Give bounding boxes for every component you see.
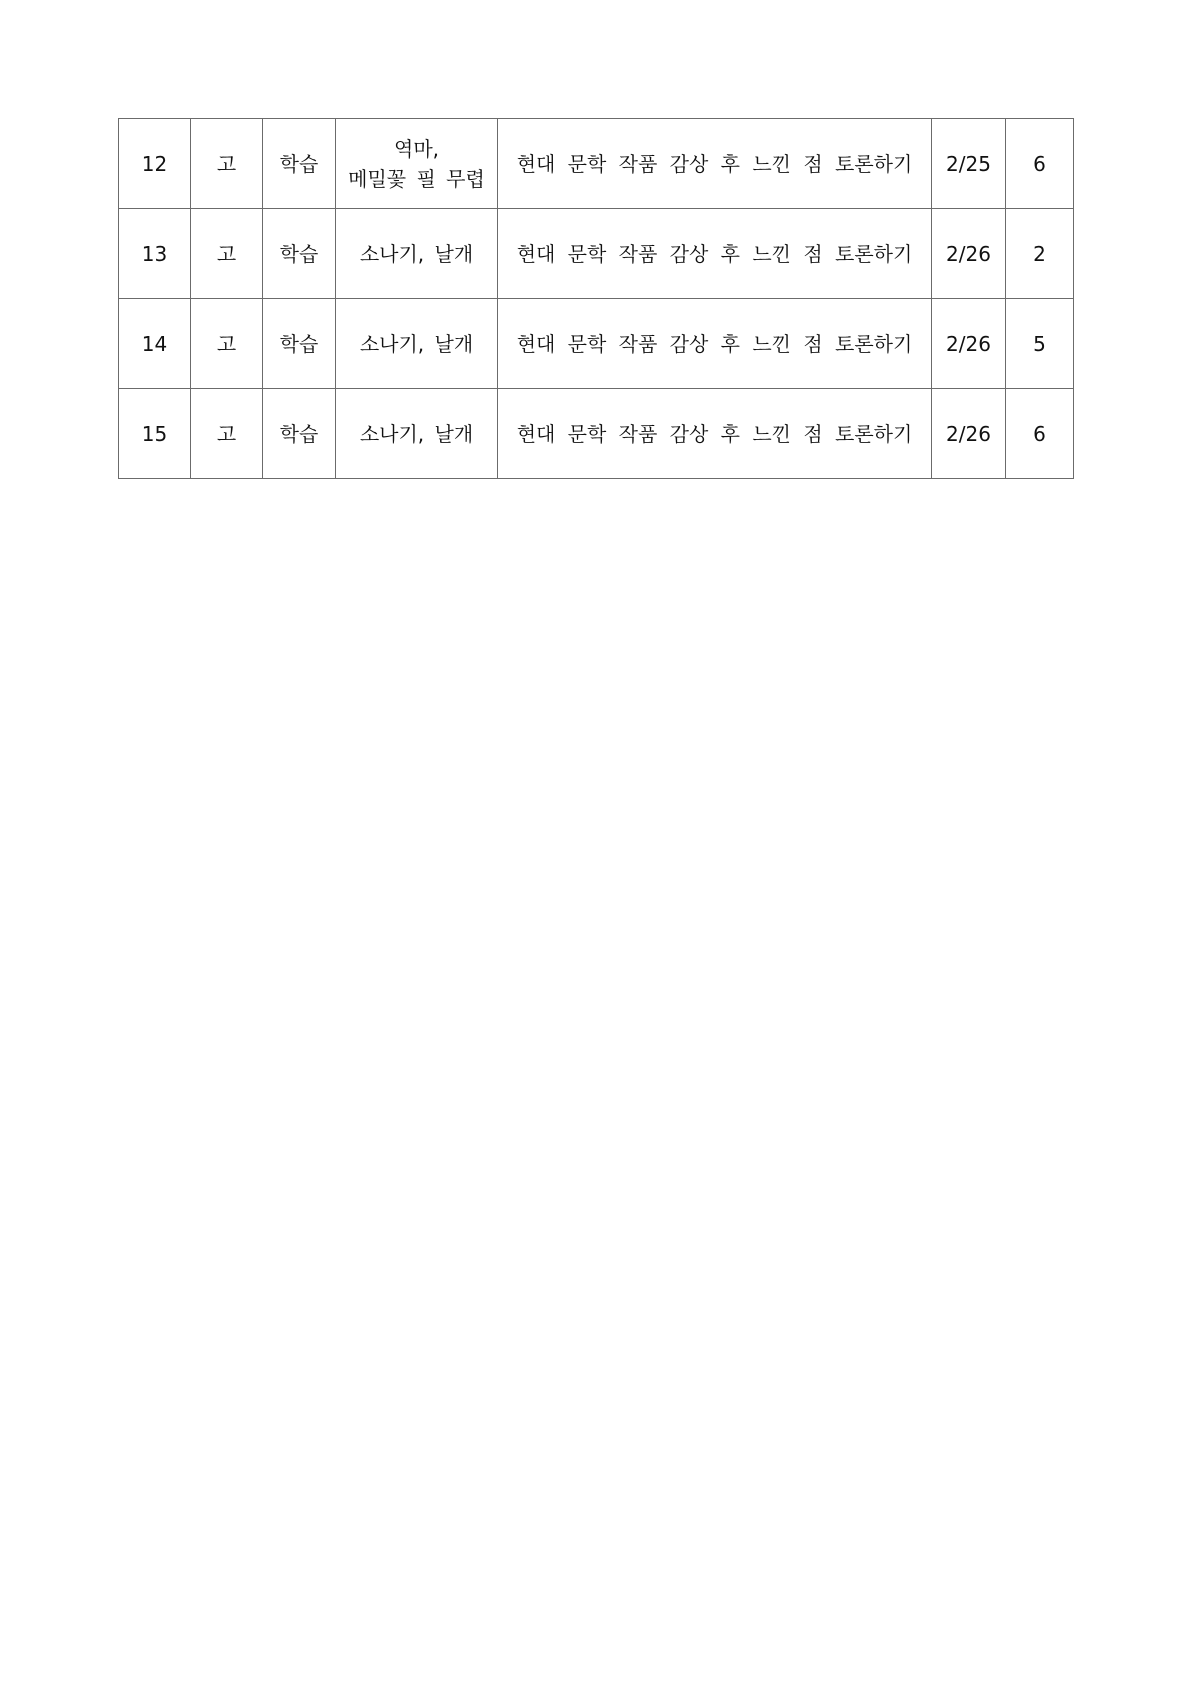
type-cell: 학습 (263, 119, 336, 209)
school-level-cell: 고 (191, 389, 263, 479)
work-title-cell (336, 209, 498, 299)
type-cell: 학습 (263, 299, 336, 389)
date-cell: 2/26 (932, 299, 1006, 389)
work-title-line: 메밀꽃 필 무렵 (348, 166, 485, 191)
period-cell: 6 (1006, 389, 1074, 479)
type-cell: 학습 (263, 209, 336, 299)
work-title-line: 소나기, 날개 (359, 331, 474, 356)
work-title-line: 역마, (394, 136, 439, 161)
school-level-cell: 고 (191, 209, 263, 299)
work-title-cell (336, 119, 498, 209)
lesson-schedule-table (118, 118, 1074, 479)
date-cell: 2/26 (932, 389, 1006, 479)
work-title-line: 소나기, 날개 (359, 421, 474, 446)
row-number-cell: 12 (119, 119, 191, 209)
activity-cell: 현대 문학 작품 감상 후 느낀 점 토론하기 (498, 119, 932, 209)
activity-cell: 현대 문학 작품 감상 후 느낀 점 토론하기 (498, 209, 932, 299)
row-number-cell: 14 (119, 299, 191, 389)
period-cell: 5 (1006, 299, 1074, 389)
table-row (119, 209, 1074, 299)
type-cell: 학습 (263, 389, 336, 479)
work-title-line: 소나기, 날개 (359, 241, 474, 266)
period-cell: 2 (1006, 209, 1074, 299)
date-cell: 2/25 (932, 119, 1006, 209)
activity-cell: 현대 문학 작품 감상 후 느낀 점 토론하기 (498, 299, 932, 389)
school-level-cell: 고 (191, 299, 263, 389)
row-number-cell: 15 (119, 389, 191, 479)
work-title-cell (336, 389, 498, 479)
work-title-cell (336, 299, 498, 389)
table-row (119, 119, 1074, 209)
table-row (119, 299, 1074, 389)
date-cell: 2/26 (932, 209, 1006, 299)
activity-cell: 현대 문학 작품 감상 후 느낀 점 토론하기 (498, 389, 932, 479)
row-number-cell: 13 (119, 209, 191, 299)
table-row (119, 389, 1074, 479)
school-level-cell: 고 (191, 119, 263, 209)
period-cell: 6 (1006, 119, 1074, 209)
